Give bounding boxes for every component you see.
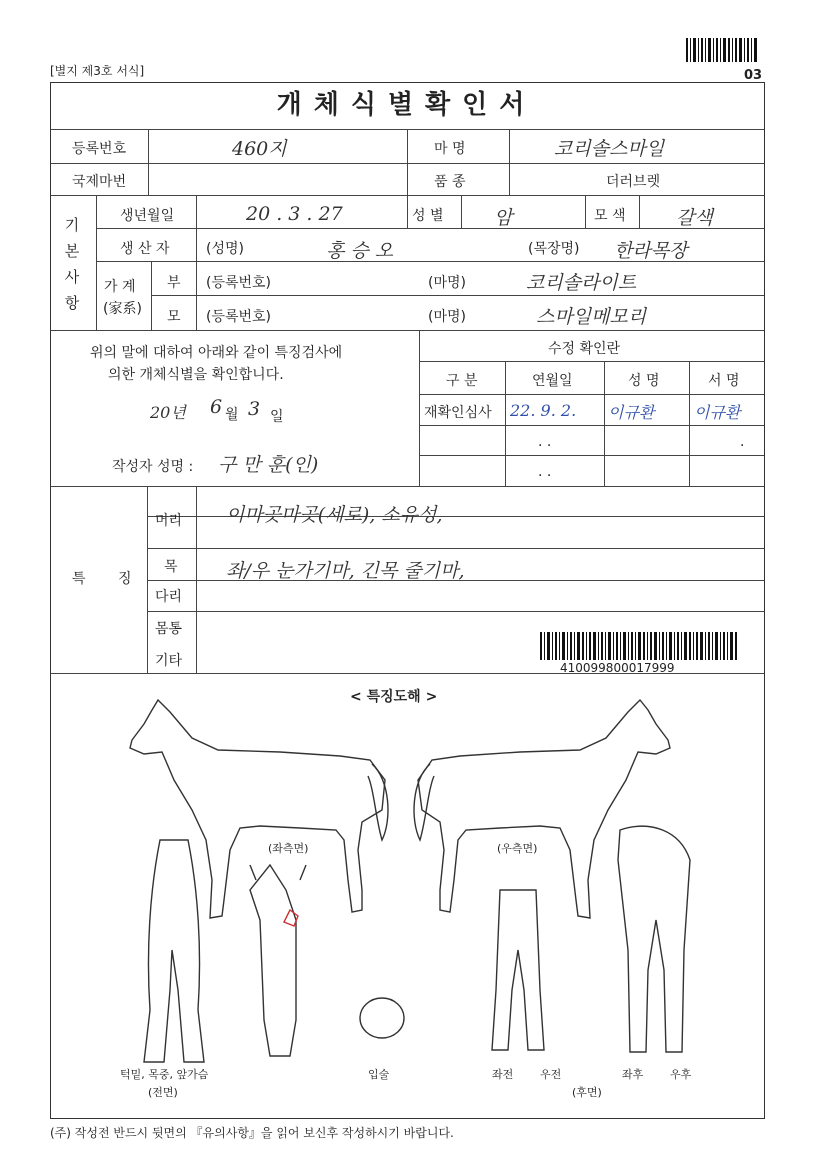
feature-barcode [540, 632, 740, 660]
amend-header-type: 구 분 [446, 373, 478, 389]
date-year: 20년 [150, 403, 186, 422]
feature-etc-label: 기타 [155, 653, 183, 669]
month-unit: 월 [225, 407, 239, 423]
author-label: 작성자 성명 : [112, 459, 194, 475]
basic-info-section-label: 기 본 사 항 [64, 216, 80, 312]
feature-head-label: 머리 [155, 513, 183, 529]
date-month: 6 [210, 396, 223, 418]
dam-label: 모 [167, 309, 181, 325]
horse-head-front [250, 865, 306, 1056]
breed-label: 품 종 [434, 174, 466, 190]
coat-value: 갈색 [676, 207, 713, 229]
pedigree-label: 가 계 [104, 279, 136, 295]
coat-label: 모 색 [594, 208, 626, 224]
top-barcode [686, 38, 758, 62]
feature-neck-value: 좌/우 눈가기마, 긴목 줄기마, [226, 560, 465, 582]
caption-front-parts: 턱밑, 목중, 앞가슴 [120, 1068, 209, 1081]
reg-no-value: 460지 [232, 138, 287, 160]
farm-value: 한라목장 [614, 240, 688, 262]
barcode-number: 410099800017999 [560, 661, 675, 675]
horse-diagram [100, 690, 720, 1110]
statement-line-2: 의한 개체식별을 확인합니다. [108, 367, 284, 383]
hind-legs [618, 826, 690, 1052]
amend-header-date: 연월일 [532, 373, 573, 389]
amend-header-name: 성 명 [628, 373, 660, 389]
caption-fore-right: 우전 [540, 1068, 562, 1081]
breed-value: 더러브렛 [606, 174, 661, 190]
caption-right-side: (우측면) [497, 842, 538, 855]
caption-hind-right: 우후 [670, 1068, 692, 1081]
feature-leg-label: 다리 [155, 589, 183, 605]
date-day: 3 [248, 398, 261, 420]
caption-fore-left: 좌전 [492, 1068, 514, 1081]
document-title: 개체식별확인서 [276, 90, 537, 120]
sire-label: 부 [167, 275, 181, 291]
page-code: 03 [744, 68, 763, 83]
caption-muzzle: 입술 [368, 1068, 390, 1081]
amend-row-date: 22. 9. 2. [510, 401, 577, 420]
fore-legs [492, 890, 544, 1050]
features-section-label: 특 징 [72, 571, 146, 587]
dam-name-label: (마명) [428, 309, 466, 325]
sex-value: 암 [494, 207, 513, 229]
pedigree-hanja: (家系) [103, 301, 142, 317]
sex-label: 성 별 [412, 208, 444, 224]
dam-name-value: 스마일메모리 [536, 306, 647, 328]
feature-body-label: 몸통 [155, 621, 183, 637]
caption-front: (전면) [148, 1086, 178, 1099]
reg-no-label: 등록번호 [72, 141, 127, 157]
sire-reg-no-label: (등록번호) [206, 275, 272, 291]
amend-row-name: 이규환 [608, 403, 655, 422]
producer-label: 생 산 자 [120, 241, 170, 257]
form-number: [별지 제3호 서식] [50, 64, 145, 78]
front-legs [144, 840, 204, 1062]
caption-hind-left: 좌후 [622, 1068, 644, 1081]
footnote: (주) 작성전 반드시 뒷면의 『유의사항』을 읽어 보신후 작성하시기 바랍니다. [50, 1126, 454, 1140]
amend-row-sign: 이규환 [694, 403, 741, 422]
amend-header-sign: 서 명 [708, 373, 740, 389]
feature-neck-label: 목 [164, 559, 178, 575]
producer-name-label: (성명) [206, 241, 244, 257]
intl-name-label: 국제마번 [72, 174, 127, 190]
right-side-horse [418, 700, 670, 918]
amend-row-type: 재확인심사 [424, 405, 492, 421]
horse-name-value: 코리솔스마일 [554, 138, 665, 160]
diagram-title: < 특징도해 > [350, 689, 438, 705]
muzzle [360, 998, 404, 1038]
birth-label: 생년월일 [120, 208, 175, 224]
producer-name-value: 홍 승 오 [326, 240, 394, 262]
amend-row2-date: . . [538, 434, 552, 450]
caption-left-side: (좌측면) [268, 842, 309, 855]
day-unit: 일 [270, 409, 284, 425]
statement-line-1: 위의 말에 대하여 아래와 같이 특징검사에 [90, 345, 343, 361]
amend-row2-sign: . [740, 434, 745, 450]
feature-head-value: 이마곳마곳(세로), 소유성, [226, 504, 443, 526]
amendment-title: 수정 확인란 [548, 341, 621, 357]
sire-name-value: 코리솔라이트 [526, 272, 637, 294]
caption-rear: (후면) [572, 1086, 602, 1099]
amend-row3-date: . . [538, 464, 552, 480]
dam-reg-no-label: (등록번호) [206, 309, 272, 325]
farm-label: (목장명) [528, 241, 580, 257]
author-value: 구 만 훈(인) [218, 454, 319, 476]
left-side-horse [130, 700, 385, 918]
horse-name-label: 마 명 [434, 141, 466, 157]
birth-value: 20 . 3 . 27 [246, 203, 343, 225]
sire-name-label: (마명) [428, 275, 466, 291]
